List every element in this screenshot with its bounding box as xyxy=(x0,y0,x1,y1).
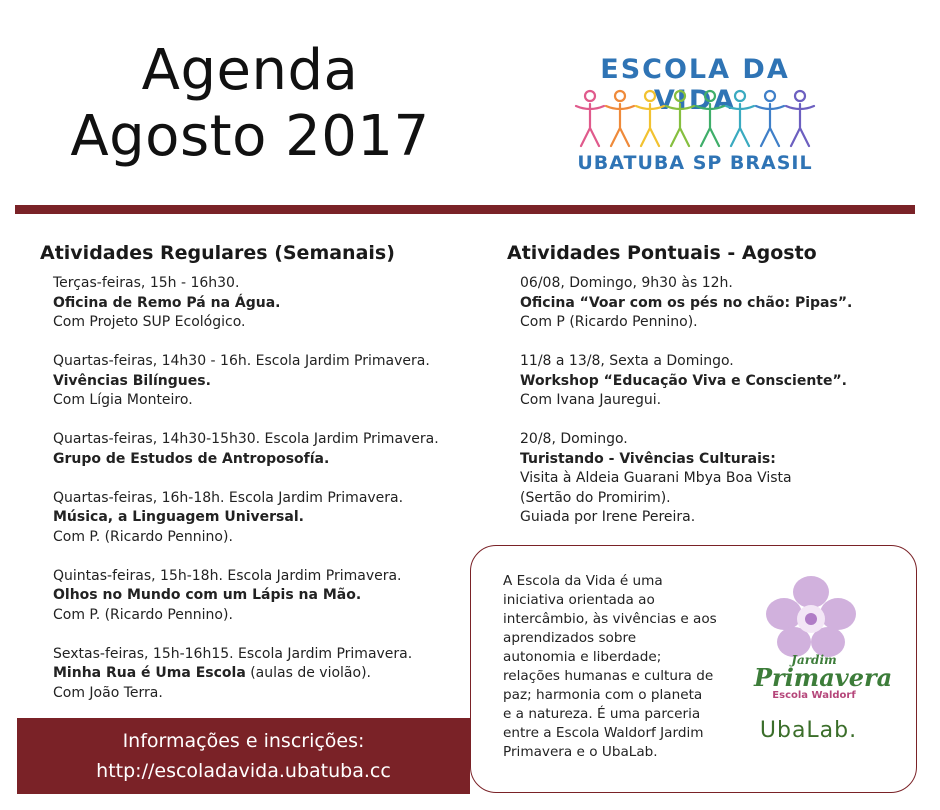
jardim-primavera-logo xyxy=(754,653,893,701)
logo-top-text: ESCOLA DA VIDA xyxy=(600,54,790,116)
entry-when: Terças-feiras, 15h - 16h30. xyxy=(53,275,240,291)
regular-entry xyxy=(53,274,473,333)
logo-figure xyxy=(636,91,664,146)
pontual-entry xyxy=(520,430,920,528)
entry-name: Música, a Linguagem Universal. xyxy=(53,509,304,525)
entry-name-line xyxy=(53,664,473,684)
entry-name: Olhos no Mundo com um Lápis na Mão. xyxy=(53,587,362,603)
jp-primavera: Primavera xyxy=(754,663,893,692)
logo-figure xyxy=(786,91,814,146)
entry-line: Guiada por Irene Pereira. xyxy=(520,509,696,525)
about-line: iniciativa orientada ao xyxy=(503,592,655,608)
page-title xyxy=(30,38,470,170)
regular-entry xyxy=(53,352,473,411)
pontual-list xyxy=(520,274,920,547)
regular-entry xyxy=(53,430,473,469)
title-line-2: Agosto 2017 xyxy=(70,104,430,169)
about-box xyxy=(470,545,917,793)
entry-when: Quartas-feiras, 14h30-15h30. Escola Jardim Primavera. xyxy=(53,431,439,447)
footer-title: Informações e inscrições: xyxy=(122,730,365,752)
entry-name: Workshop “Educação Viva e Consciente”. xyxy=(520,372,847,389)
logo-figure xyxy=(696,91,724,146)
regular-entry xyxy=(53,489,473,548)
entry-when: Quartas-feiras, 16h-18h. Escola Jardim Primavera. xyxy=(53,489,404,506)
entry-line: (Sertão do Promirim). xyxy=(520,489,671,506)
entry-with: Com João Terra. xyxy=(53,684,163,701)
pontual-heading: Atividades Pontuais - Agosto xyxy=(507,242,817,264)
header-divider xyxy=(15,205,915,214)
entry-name: Minha Rua é Uma Escola xyxy=(53,665,246,681)
pontual-entry xyxy=(520,274,920,333)
about-line: e a natureza. É uma parceria xyxy=(503,706,701,722)
entry-line: Visita à Aldeia Guarani Mbya Boa Vista xyxy=(520,470,792,486)
entry-with: Com P. (Ricardo Pennino). xyxy=(53,528,233,545)
logo-figure xyxy=(576,91,604,146)
regular-list xyxy=(53,274,473,723)
escola-da-vida-logo xyxy=(560,48,830,188)
title-line-1: Agenda xyxy=(141,38,359,103)
about-line: intercâmbio, às vivências e aos xyxy=(503,611,717,627)
jp-jardim: Jardim xyxy=(791,653,837,667)
pontual-entry xyxy=(520,352,920,411)
entry-name: Oficina de Remo Pá na Água. xyxy=(53,294,281,311)
about-line: entre a Escola Waldorf Jardim xyxy=(503,725,704,741)
logo-figure xyxy=(666,91,694,146)
entry-with: Com Lígia Monteiro. xyxy=(53,392,193,408)
entry-name: Grupo de Estudos de Antroposofía. xyxy=(53,450,330,467)
logo-figure xyxy=(726,91,754,146)
entry-when: Quartas-feiras, 14h30 - 16h. Escola Jardim Primavera. xyxy=(53,353,430,369)
entry-line: Com Ivana Jauregui. xyxy=(520,392,662,408)
jp-subtitle: Escola Waldorf xyxy=(772,690,856,701)
entry-when: 11/8 a 13/8, Sexta a Domingo. xyxy=(520,353,734,369)
about-line: relações humanas e cultura de xyxy=(503,668,714,684)
ubalab-logo: UbaLab. xyxy=(759,718,858,743)
info-footer xyxy=(17,718,470,794)
regular-entry xyxy=(53,567,473,626)
entry-when: Quintas-feiras, 15h-18h. Escola Jardim Primavera. xyxy=(53,567,402,584)
entry-with: Com P. (Ricardo Pennino). xyxy=(53,606,233,623)
about-line: Primavera e o UbaLab. xyxy=(503,744,658,760)
flower-icon xyxy=(756,574,866,664)
about-line: aprendizados sobre xyxy=(503,630,637,646)
footer-url-link[interactable]: http://escoladavida.ubatuba.cc xyxy=(96,760,391,782)
entry-with: Com Projeto SUP Ecológico. xyxy=(53,314,246,330)
about-line: autonomia e liberdade; xyxy=(503,649,662,665)
logo-bottom-text: UBATUBA SP BRASIL xyxy=(577,152,813,174)
entry-name: Oficina “Voar com os pés no chão: Pipas”. xyxy=(520,294,853,311)
entry-when: Sextas-feiras, 15h-16h15. Escola Jardim Primavera. xyxy=(53,645,413,662)
entry-when: 06/08, Domingo, 9h30 às 12h. xyxy=(520,275,733,291)
entry-name-extra: (aulas de violão). xyxy=(245,665,371,681)
entry-name: Vivências Bilíngues. xyxy=(53,372,211,389)
about-line: A Escola da Vida é uma xyxy=(503,573,663,589)
entry-line: Com P (Ricardo Pennino). xyxy=(520,314,698,330)
about-text xyxy=(503,572,733,762)
logo-figures-icon xyxy=(574,88,816,152)
logo-figure xyxy=(756,91,784,146)
about-line: paz; harmonia com o planeta xyxy=(503,687,703,703)
entry-name: Turistando - Vivências Culturais: xyxy=(520,450,776,467)
regular-entry xyxy=(53,645,473,704)
regular-heading: Atividades Regulares (Semanais) xyxy=(40,242,395,264)
logo-figure xyxy=(606,91,634,146)
entry-when: 20/8, Domingo. xyxy=(520,431,628,447)
